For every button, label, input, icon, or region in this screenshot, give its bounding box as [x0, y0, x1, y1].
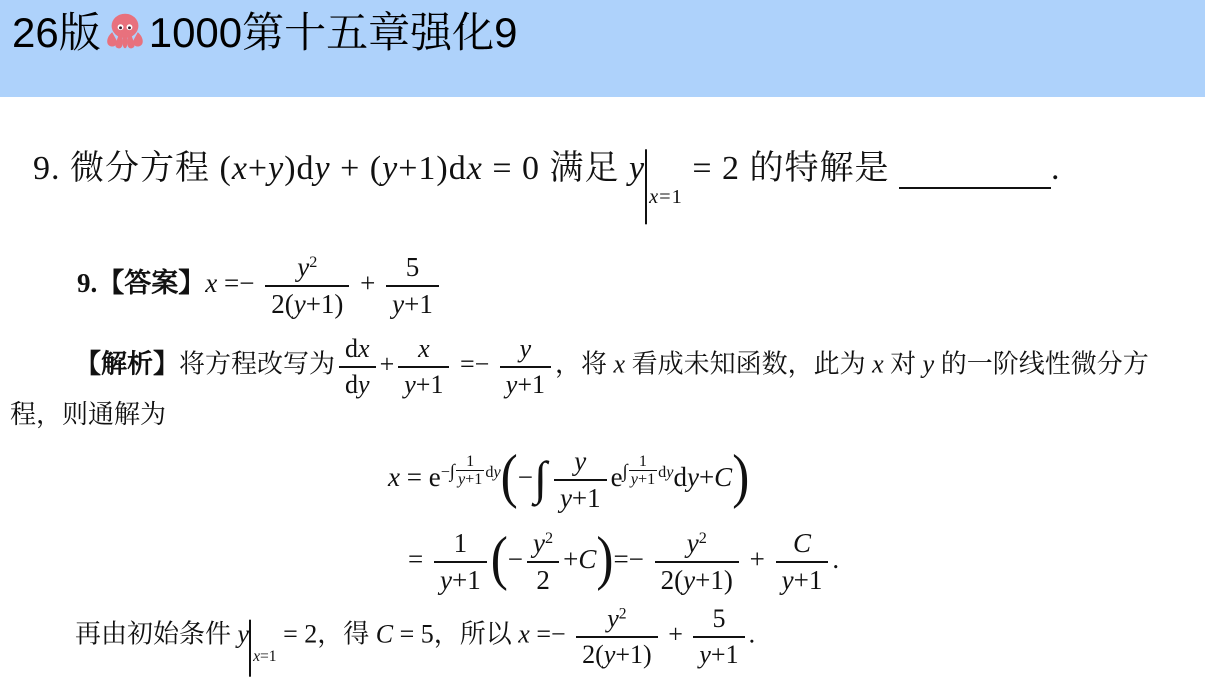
vertical-bar [645, 149, 647, 224]
fraction: $\frac{y^2}{2(y+1)}$ [576, 604, 658, 669]
answer-blank [899, 150, 1051, 189]
analysis-line-2: 程，则通解为 [10, 400, 167, 429]
fraction: $\frac{C}{y+1}$ [776, 528, 829, 595]
answer-line: 9.【答案】x =− $\frac{y^2}{2(y+1)}$ + $\frac{5}{y+1}$ [77, 252, 443, 319]
title-bar [0, 0, 1205, 97]
page-title [12, 8, 518, 58]
fraction: $\frac{5}{y+1}$ [386, 252, 439, 319]
evaluation-bar: x=1 [249, 608, 277, 665]
fraction: $\frac{y}{y+1}$ [500, 334, 551, 399]
fraction: $\frac{y}{y+1}$ [554, 446, 607, 513]
fraction: $\frac{1}{y+1}$ [630, 451, 656, 488]
fraction: $\frac{y^2}{2}$ [527, 528, 559, 595]
general-solution-step-2: = $\frac{1}{y+1}$ (− $\frac{y^2}{2}$ +C)=− $\frac{y^2}{2(y+1)}$ + $\frac{C}{y+1}$ . [408, 524, 840, 596]
fraction: $\frac{1}{y+1}$ [457, 451, 483, 488]
fraction: $\frac{y^2}{2(y+1)}$ [655, 528, 739, 595]
fraction: $\frac{5}{y+1}$ [693, 604, 744, 669]
analysis-line-1: 【解析】将方程改写为 $\frac{dx}{dy}$ + $\frac{x}{y+1}$ =− $\frac{y}{y+1}$ ，将 x 看成未知函数，此为 x 对 y 的一阶线性微分方 [75, 334, 1149, 400]
title-text-left: 26版 [12, 9, 101, 56]
fraction: $\frac{dx}{dy}$ [339, 334, 376, 399]
evaluation-bar: x=1 [645, 134, 683, 209]
general-solution-step-1: $x = e^{-\int \frac{1}{y+1} dy}(-\int$ $\frac{y}{y+1}$ $e^{\int \frac{1}{y+1} dy}dy+C$) [388, 442, 750, 514]
fraction: $\frac{y^2}{2(y+1)}$ [265, 252, 349, 319]
fraction: $\frac{1}{y+1}$ [434, 528, 487, 595]
octopus-emoji [102, 8, 148, 54]
conclusion-line: 再由初始条件 $y_{x=1} = 2$，得 C = 5，所以 x =− $\frac{y^2}{2(y+1)}$ + $\frac{5}{y+1}$ . [75, 604, 755, 669]
problem-statement: 9. 微分方程 (x+y)dy + (y+1)dx = 0 满足 $y_{x=1} = 2$ 的特解是 . [33, 134, 1061, 209]
fraction: $\frac{x}{y+1}$ [398, 334, 449, 399]
vertical-bar [249, 620, 251, 677]
title-text-right: 1000第十五章强化9 [148, 9, 518, 56]
